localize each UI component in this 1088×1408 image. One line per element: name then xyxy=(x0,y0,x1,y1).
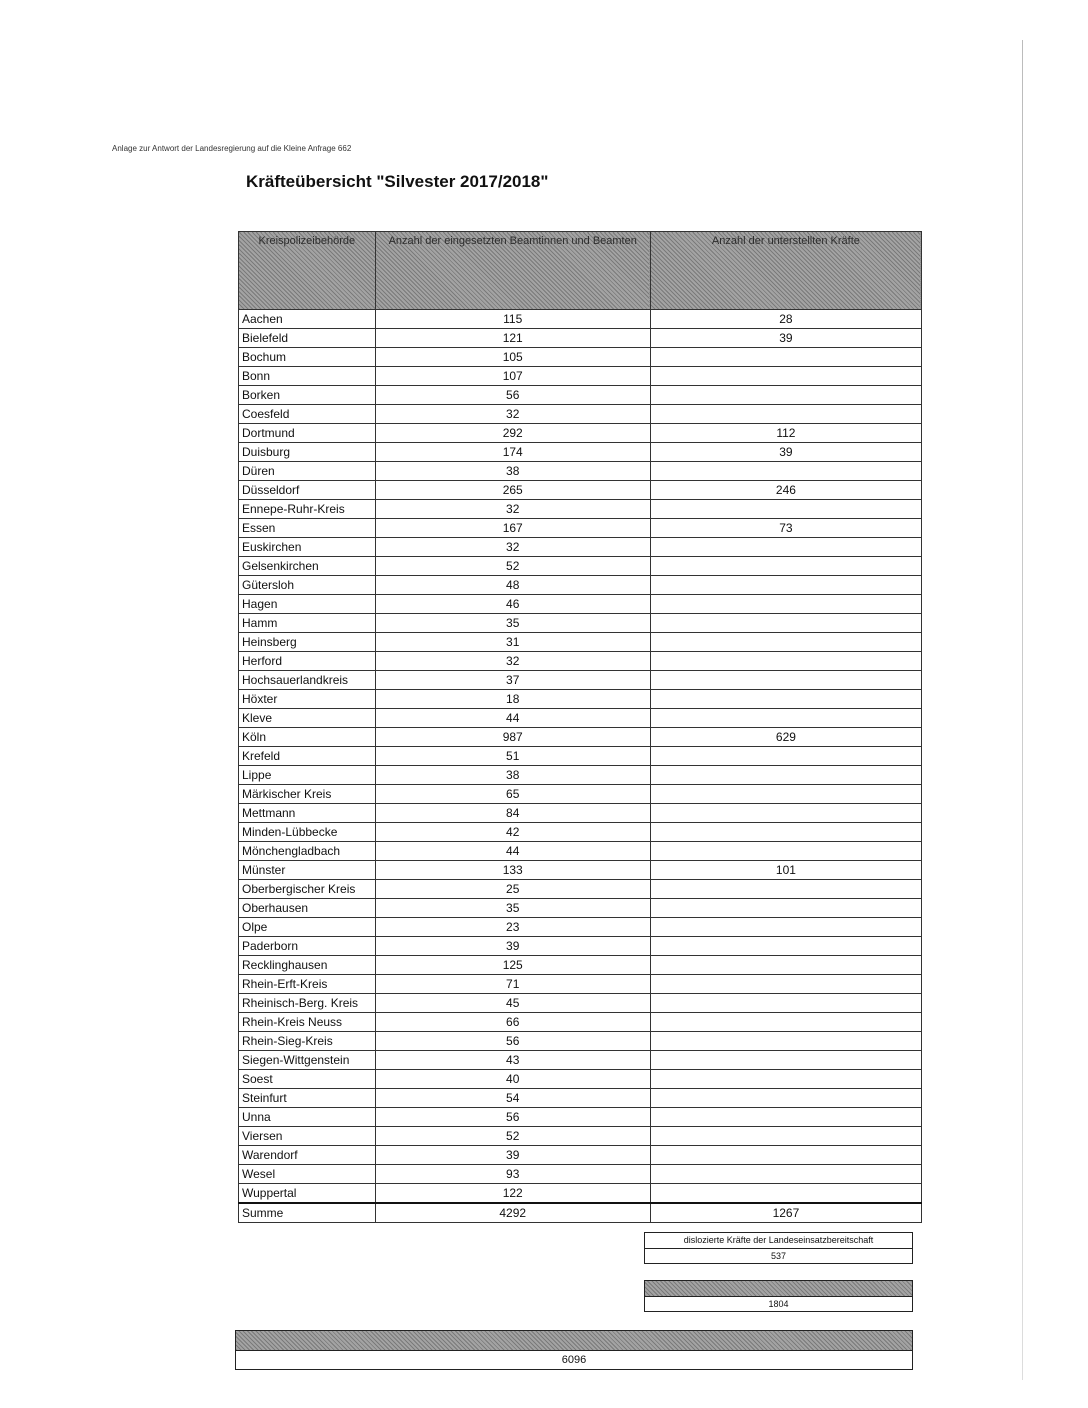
table-row xyxy=(239,861,922,880)
table-row xyxy=(239,766,922,785)
table-row xyxy=(239,1127,922,1146)
box-second-value: 1804 xyxy=(768,1299,789,1309)
cell-subordinate xyxy=(650,1070,921,1089)
cell-subordinate xyxy=(650,842,921,861)
box-bereitschaft-label: dislozierte Kräfte der Landeseinsatzbereitschaft xyxy=(645,1233,912,1249)
cell-officers: 44 xyxy=(375,709,650,728)
table-row xyxy=(239,386,922,405)
table-row xyxy=(239,785,922,804)
table-row xyxy=(239,1032,922,1051)
table-row xyxy=(239,1013,922,1032)
cell-officers: 52 xyxy=(375,1127,650,1146)
cell-officers: 42 xyxy=(375,823,650,842)
box-total-value: 6096 xyxy=(561,1354,587,1366)
cell-subordinate xyxy=(650,614,921,633)
table-row xyxy=(239,329,922,348)
cell-authority: Rhein-Sieg-Kreis xyxy=(239,1032,376,1051)
cell-subordinate xyxy=(650,386,921,405)
cell-officers: 38 xyxy=(375,766,650,785)
table-row xyxy=(239,557,922,576)
table-row xyxy=(239,747,922,766)
cell-subordinate xyxy=(650,975,921,994)
cell-authority: Soest xyxy=(239,1070,376,1089)
table-row xyxy=(239,918,922,937)
cell-officers: 107 xyxy=(375,367,650,386)
cell-officers: 38 xyxy=(375,462,650,481)
cell-officers: 44 xyxy=(375,842,650,861)
table-row xyxy=(239,538,922,557)
cell-subordinate: 39 xyxy=(650,329,921,348)
cell-subordinate: 73 xyxy=(650,519,921,538)
cell-subordinate xyxy=(650,1108,921,1127)
cell-subordinate xyxy=(650,405,921,424)
cell-subordinate: 112 xyxy=(650,424,921,443)
table-row xyxy=(239,880,922,899)
cell-officers: 25 xyxy=(375,880,650,899)
header-authority: Kreispolizeibehörde xyxy=(239,232,376,310)
table-row xyxy=(239,443,922,462)
cell-authority: Unna xyxy=(239,1108,376,1127)
cell-authority: Lippe xyxy=(239,766,376,785)
cell-subordinate xyxy=(650,557,921,576)
cell-officers: 54 xyxy=(375,1089,650,1108)
cell-authority: Bielefeld xyxy=(239,329,376,348)
header-subordinate: Anzahl der unterstellten Kräfte xyxy=(650,232,921,310)
cell-authority: Gelsenkirchen xyxy=(239,557,376,576)
cell-officers: 167 xyxy=(375,519,650,538)
table-row xyxy=(239,652,922,671)
forces-table xyxy=(238,231,922,1223)
cell-authority: Steinfurt xyxy=(239,1089,376,1108)
cell-authority: Düren xyxy=(239,462,376,481)
box-second-label xyxy=(645,1281,912,1297)
cell-subordinate xyxy=(650,804,921,823)
cell-authority: Münster xyxy=(239,861,376,880)
page-edge-line xyxy=(1022,40,1023,1380)
table-row xyxy=(239,1108,922,1127)
table-body xyxy=(239,310,922,1223)
table-row xyxy=(239,576,922,595)
cell-officers: 125 xyxy=(375,956,650,975)
cell-subordinate: 28 xyxy=(650,310,921,329)
cell-subordinate xyxy=(650,690,921,709)
cell-officers: 66 xyxy=(375,1013,650,1032)
table-row xyxy=(239,690,922,709)
cell-subordinate xyxy=(650,956,921,975)
cell-authority: Duisburg xyxy=(239,443,376,462)
cell-subordinate xyxy=(650,823,921,842)
cell-subordinate xyxy=(650,367,921,386)
table-row xyxy=(239,937,922,956)
cell-authority: Minden-Lübbecke xyxy=(239,823,376,842)
table-row xyxy=(239,956,922,975)
cell-officers: 122 xyxy=(375,1184,650,1204)
cell-authority: Wesel xyxy=(239,1165,376,1184)
cell-officers: 45 xyxy=(375,994,650,1013)
cell-subordinate xyxy=(650,671,921,690)
cell-authority: Viersen xyxy=(239,1127,376,1146)
cell-officers: 93 xyxy=(375,1165,650,1184)
cell-officers: 32 xyxy=(375,652,650,671)
cell-officers: 56 xyxy=(375,386,650,405)
table-row xyxy=(239,1165,922,1184)
table-row xyxy=(239,367,922,386)
cell-authority: Bonn xyxy=(239,367,376,386)
table-row xyxy=(239,994,922,1013)
cell-authority: Krefeld xyxy=(239,747,376,766)
sum-row xyxy=(239,1203,922,1223)
table-row xyxy=(239,1051,922,1070)
table-row xyxy=(239,462,922,481)
cell-officers: 105 xyxy=(375,348,650,367)
cell-authority: Recklinghausen xyxy=(239,956,376,975)
cell-subordinate xyxy=(650,595,921,614)
cell-authority: Märkischer Kreis xyxy=(239,785,376,804)
table-row xyxy=(239,823,922,842)
cell-officers: 51 xyxy=(375,747,650,766)
cell-officers: 31 xyxy=(375,633,650,652)
cell-authority: Borken xyxy=(239,386,376,405)
cell-subordinate xyxy=(650,1089,921,1108)
cell-authority: Dortmund xyxy=(239,424,376,443)
cell-subordinate xyxy=(650,709,921,728)
cell-officers: 32 xyxy=(375,405,650,424)
table-row xyxy=(239,975,922,994)
cell-subordinate xyxy=(650,1146,921,1165)
cell-authority: Kleve xyxy=(239,709,376,728)
cell-authority: Aachen xyxy=(239,310,376,329)
cell-subordinate xyxy=(650,462,921,481)
table-row xyxy=(239,519,922,538)
table-row xyxy=(239,310,922,329)
cell-subordinate xyxy=(650,766,921,785)
cell-officers: 32 xyxy=(375,500,650,519)
cell-authority: Coesfeld xyxy=(239,405,376,424)
table-row xyxy=(239,1146,922,1165)
cell-subordinate xyxy=(650,633,921,652)
cell-subordinate xyxy=(650,937,921,956)
table-row xyxy=(239,709,922,728)
cell-authority: Düsseldorf xyxy=(239,481,376,500)
cell-officers: 18 xyxy=(375,690,650,709)
table-row xyxy=(239,348,922,367)
cell-authority: Euskirchen xyxy=(239,538,376,557)
cell-subordinate xyxy=(650,747,921,766)
cell-officers: 32 xyxy=(375,538,650,557)
cell-subordinate xyxy=(650,1127,921,1146)
cell-authority: Rheinisch-Berg. Kreis xyxy=(239,994,376,1013)
cell-authority: Höxter xyxy=(239,690,376,709)
cell-authority: Mönchengladbach xyxy=(239,842,376,861)
cell-officers: 35 xyxy=(375,899,650,918)
cell-authority: Warendorf xyxy=(239,1146,376,1165)
cell-authority: Rhein-Erft-Kreis xyxy=(239,975,376,994)
cell-authority: Ennepe-Ruhr-Kreis xyxy=(239,500,376,519)
cell-officers: 133 xyxy=(375,861,650,880)
cell-authority: Hamm xyxy=(239,614,376,633)
cell-authority: Bochum xyxy=(239,348,376,367)
cell-authority: Gütersloh xyxy=(239,576,376,595)
cell-authority: Oberhausen xyxy=(239,899,376,918)
cell-officers: 987 xyxy=(375,728,650,747)
cell-authority: Köln xyxy=(239,728,376,747)
cell-authority: Paderborn xyxy=(239,937,376,956)
table-row xyxy=(239,899,922,918)
cell-officers: 48 xyxy=(375,576,650,595)
table-row xyxy=(239,614,922,633)
cell-officers: 292 xyxy=(375,424,650,443)
table-row xyxy=(239,728,922,747)
cell-subordinate xyxy=(650,880,921,899)
table-row xyxy=(239,804,922,823)
cell-subordinate xyxy=(650,1165,921,1184)
cell-officers: 115 xyxy=(375,310,650,329)
cell-officers: 43 xyxy=(375,1051,650,1070)
cell-officers: 52 xyxy=(375,557,650,576)
cell-authority: Siegen-Wittgenstein xyxy=(239,1051,376,1070)
cell-officers: 40 xyxy=(375,1070,650,1089)
cell-authority: Hochsauerlandkreis xyxy=(239,671,376,690)
header-officers: Anzahl der eingesetzten Beamtinnen und Beamten xyxy=(375,232,650,310)
document-note: Anlage zur Antwort der Landesregierung auf die Kleine Anfrage 662 xyxy=(112,144,352,153)
cell-officers: 39 xyxy=(375,937,650,956)
cell-subordinate xyxy=(650,348,921,367)
table-row xyxy=(239,500,922,519)
sum-cell-subordinate: 1267 xyxy=(650,1203,921,1223)
cell-officers: 23 xyxy=(375,918,650,937)
cell-subordinate xyxy=(650,538,921,557)
cell-subordinate xyxy=(650,576,921,595)
table-row xyxy=(239,671,922,690)
cell-subordinate xyxy=(650,994,921,1013)
box-bereitschaft-value: 537 xyxy=(770,1251,787,1261)
box-total xyxy=(235,1330,913,1370)
cell-officers: 56 xyxy=(375,1032,650,1051)
cell-subordinate: 629 xyxy=(650,728,921,747)
cell-authority: Heinsberg xyxy=(239,633,376,652)
table-row xyxy=(239,424,922,443)
sum-cell-officers: 4292 xyxy=(375,1203,650,1223)
cell-subordinate xyxy=(650,899,921,918)
cell-officers: 265 xyxy=(375,481,650,500)
box-bereitschaft xyxy=(644,1232,913,1264)
cell-subordinate xyxy=(650,1013,921,1032)
cell-authority: Olpe xyxy=(239,918,376,937)
cell-authority: Oberbergischer Kreis xyxy=(239,880,376,899)
cell-subordinate: 101 xyxy=(650,861,921,880)
cell-authority: Hagen xyxy=(239,595,376,614)
table-row xyxy=(239,633,922,652)
cell-officers: 121 xyxy=(375,329,650,348)
cell-officers: 71 xyxy=(375,975,650,994)
table-row xyxy=(239,1070,922,1089)
cell-authority: Wuppertal xyxy=(239,1184,376,1204)
cell-officers: 65 xyxy=(375,785,650,804)
table-row xyxy=(239,481,922,500)
cell-officers: 37 xyxy=(375,671,650,690)
table-row xyxy=(239,1184,922,1204)
cell-officers: 39 xyxy=(375,1146,650,1165)
table-row xyxy=(239,595,922,614)
cell-officers: 84 xyxy=(375,804,650,823)
cell-subordinate xyxy=(650,500,921,519)
sum-cell-authority: Summe xyxy=(239,1203,376,1223)
cell-subordinate: 246 xyxy=(650,481,921,500)
cell-subordinate xyxy=(650,785,921,804)
page-title: Kräfteübersicht "Silvester 2017/2018" xyxy=(246,172,549,191)
cell-subordinate xyxy=(650,1184,921,1204)
cell-officers: 56 xyxy=(375,1108,650,1127)
box-total-label xyxy=(236,1331,912,1351)
table-row xyxy=(239,842,922,861)
cell-subordinate: 39 xyxy=(650,443,921,462)
cell-officers: 35 xyxy=(375,614,650,633)
cell-subordinate xyxy=(650,918,921,937)
cell-authority: Mettmann xyxy=(239,804,376,823)
cell-subordinate xyxy=(650,1051,921,1070)
cell-authority: Essen xyxy=(239,519,376,538)
box-second xyxy=(644,1280,913,1312)
table-row xyxy=(239,405,922,424)
table-row xyxy=(239,1089,922,1108)
table-header-row xyxy=(239,232,922,310)
cell-subordinate xyxy=(650,652,921,671)
cell-officers: 46 xyxy=(375,595,650,614)
cell-subordinate xyxy=(650,1032,921,1051)
cell-authority: Herford xyxy=(239,652,376,671)
cell-authority: Rhein-Kreis Neuss xyxy=(239,1013,376,1032)
cell-officers: 174 xyxy=(375,443,650,462)
